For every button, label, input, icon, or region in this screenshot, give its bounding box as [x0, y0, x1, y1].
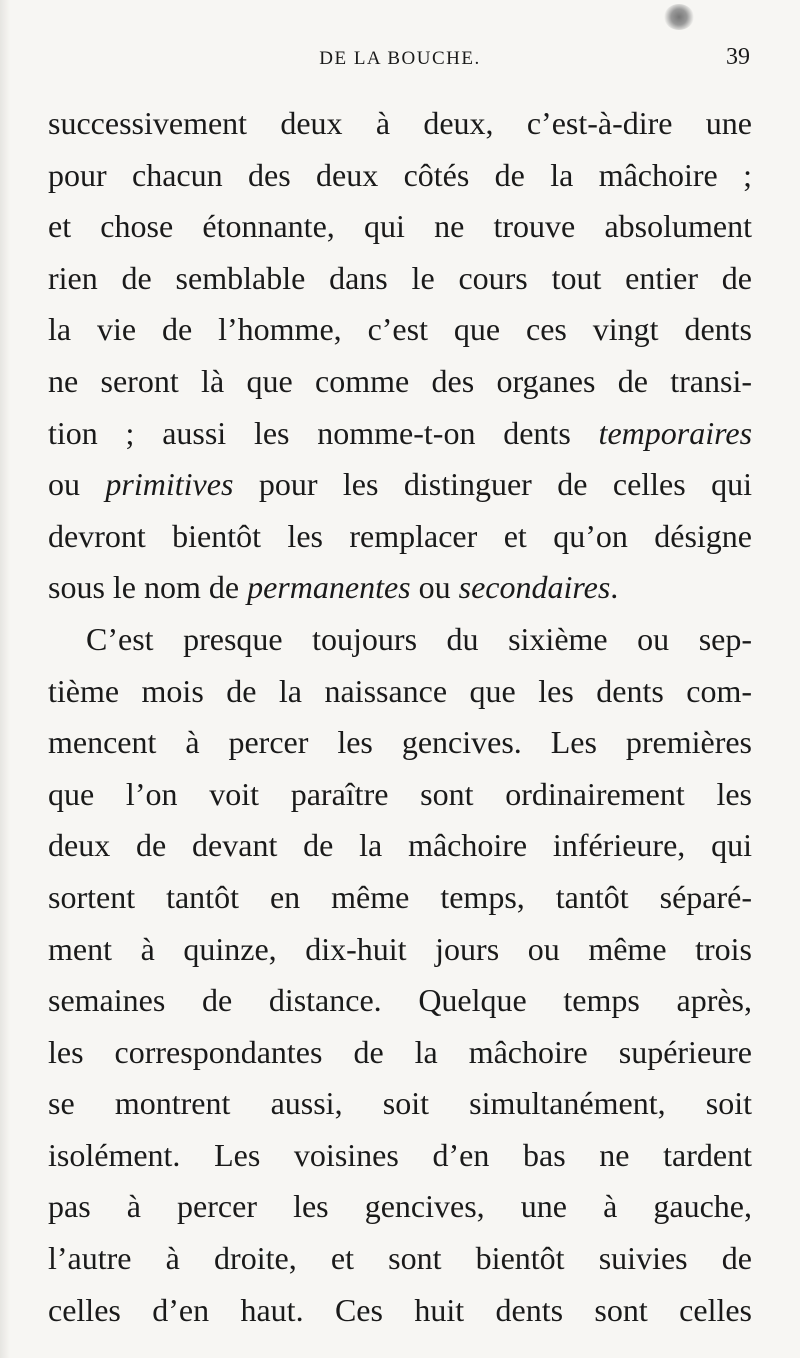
italic-term: primitives: [105, 466, 234, 503]
text-segment: tion ; aussi les nomme-t-on dents: [48, 414, 571, 451]
ink-smudge: [664, 4, 694, 30]
page-number: 39: [726, 44, 750, 70]
text-line: [48, 562, 752, 614]
page-header: [48, 44, 752, 78]
text-line: pour chacun des deux côtés de la mâchoire ;: [48, 156, 752, 193]
italic-term: temporaires: [598, 414, 753, 451]
text-line: semaines de distance. Quelque temps après,: [48, 982, 752, 1019]
text-line: rien de semblable dans le cours tout entier de: [48, 259, 752, 296]
text-line: C’est presque toujours du sixième ou sep-: [86, 620, 752, 657]
text-segment: ou: [48, 466, 80, 503]
text-line: deux de devant de la mâchoire inférieure, qui: [48, 827, 752, 864]
text-line: ne seront là que comme des organes de transi-: [48, 362, 752, 399]
text-line: devront bientôt les remplacer et qu’on désigne: [48, 517, 752, 554]
italic-term: permanentes: [247, 569, 411, 606]
text-line: la vie de l’homme, c’est que ces vingt dents: [48, 311, 752, 348]
page-edge-shadow: [0, 0, 10, 1358]
text-line: se montrent aussi, soit simultanément, soit: [48, 1085, 752, 1122]
text-line: [48, 459, 752, 511]
text-line: ment à quinze, dix-huit jours ou même trois: [48, 930, 752, 967]
text-line: l’autre à droite, et sont bientôt suivies de: [48, 1240, 752, 1277]
text-line: [48, 408, 752, 460]
running-head: DE LA BOUCHE.: [319, 48, 481, 69]
text-line: isolément. Les voisines d’en bas ne tardent: [48, 1136, 752, 1173]
text-line: et chose étonnante, qui ne trouve absolument: [48, 208, 752, 245]
text-line: sortent tantôt en même temps, tantôt séparé-: [48, 878, 752, 915]
text-segment: sous le nom de: [48, 569, 240, 606]
text-segment: pour les distinguer de celles qui: [258, 466, 753, 503]
text-line: successivement deux à deux, c’est-à-dire une: [48, 105, 752, 141]
text-line: pas à percer les gencives, une à gauche,: [48, 1188, 752, 1225]
body-text: [48, 98, 752, 1336]
text-line: les correspondantes de la mâchoire supérieure: [48, 1033, 752, 1070]
text-line: celles d’en haut. Ces huit dents sont celles: [48, 1291, 752, 1328]
text-line: que l’on voit paraître sont ordinairement les: [48, 775, 752, 812]
text-segment: ou: [418, 569, 451, 606]
text-line: mencent à percer les gencives. Les premières: [48, 724, 752, 761]
italic-term: secondaires: [458, 569, 611, 606]
text-line: tième mois de la naissance que les dents com-: [48, 672, 752, 709]
text-segment: .: [610, 569, 619, 606]
